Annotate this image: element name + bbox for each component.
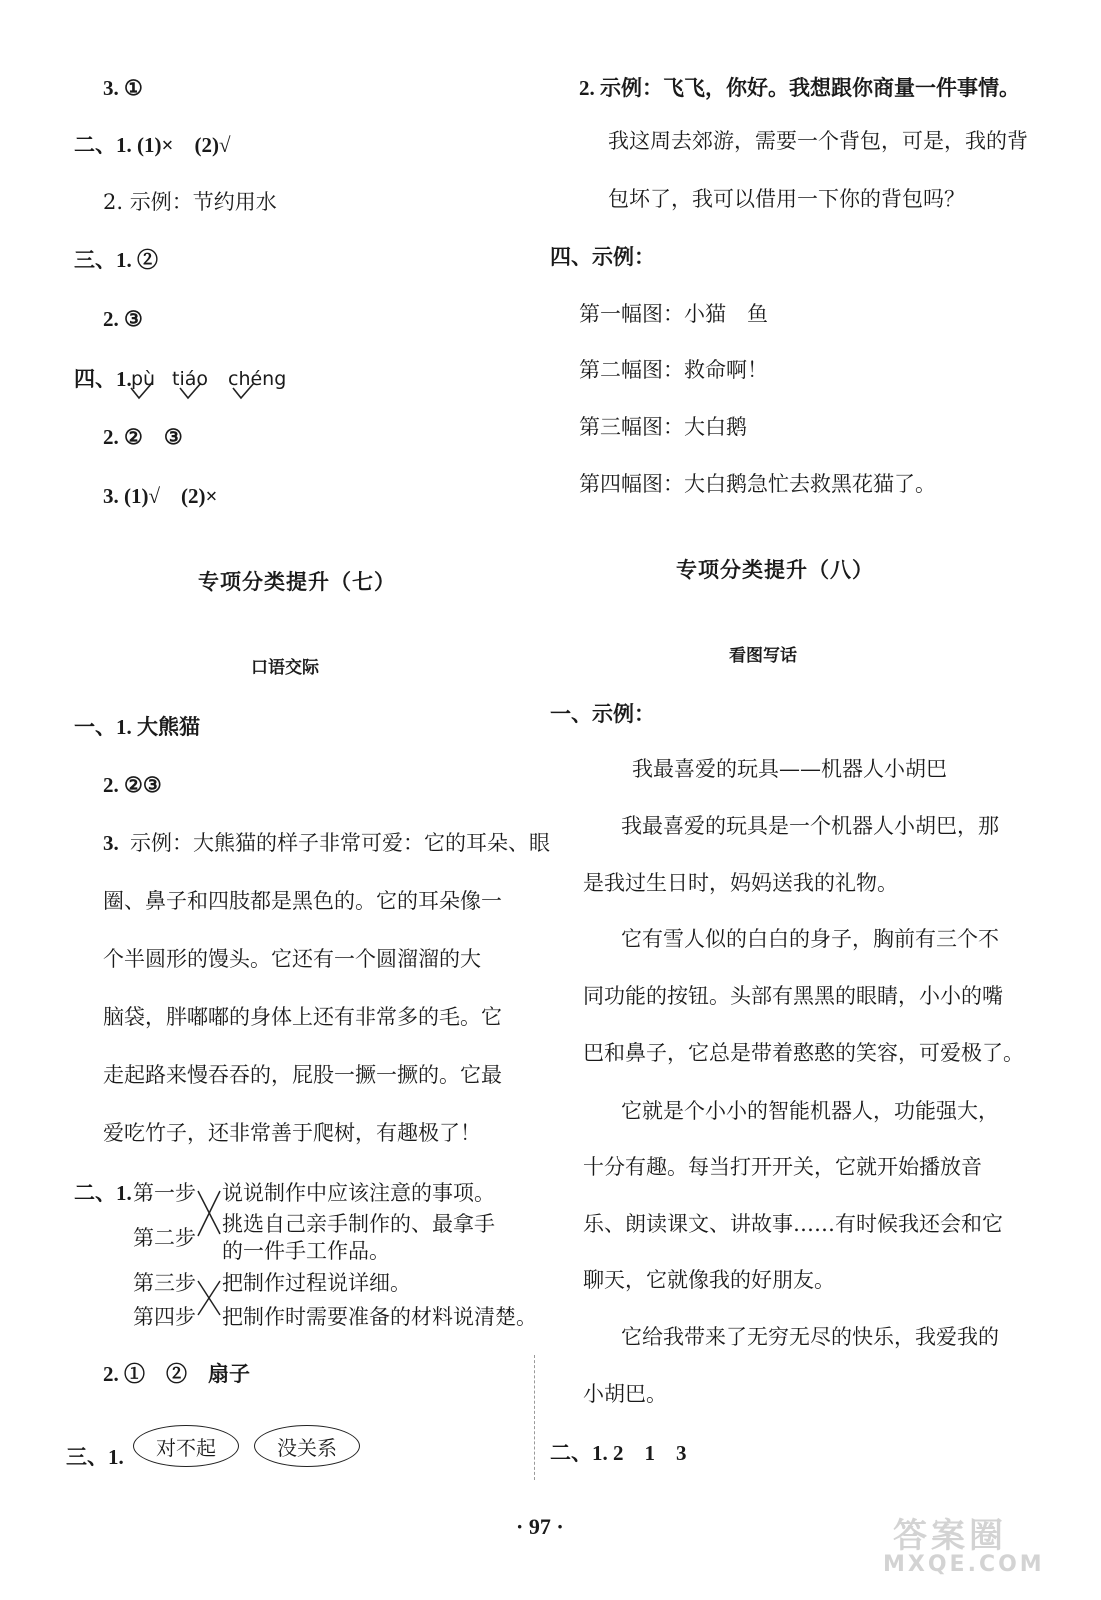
yi-3-line-2: 圈、鼻子和四肢都是黑色的。它的耳朵像一	[103, 889, 502, 913]
right-line-5: 第一幅图：小猫 鱼	[579, 302, 768, 326]
oval-answer-1	[133, 1425, 239, 1467]
essay-line-2: 是我过生日时，妈妈送我的礼物。	[583, 871, 898, 895]
yi-3-label: 3.	[103, 831, 119, 855]
step-text-4: 把制作时需要准备的材料说清楚。	[222, 1305, 537, 1329]
left-item-3: 3. ①	[103, 76, 143, 100]
essay-line-10: 它给我带来了无穷无尽的快乐，我爱我的	[621, 1325, 999, 1349]
essay-line-9: 聊天，它就像我的好朋友。	[583, 1268, 835, 1292]
oval-answer-2-text: 没关系	[277, 1435, 337, 1460]
section-title-8: 专项分类提升（八）	[676, 558, 874, 582]
essay-line-1: 我最喜爱的玩具是一个机器人小胡巴，那	[621, 814, 999, 838]
yi-3-line-6: 爱吃竹子，还非常善于爬树，有趣极了！	[103, 1121, 481, 1145]
left-item-er-1: 二、1. (1)× (2)√	[74, 133, 231, 157]
yi-3-line-1: 示例：大熊猫的样子非常可爱：它的耳朵、眼	[130, 831, 550, 855]
watermark-bottom: MXQE.COM	[883, 1552, 1045, 1577]
right-line-7: 第三幅图：大白鹅	[579, 415, 747, 439]
section-title-7: 专项分类提升（七）	[198, 570, 396, 594]
left-item-si-3: 3. (1)√ (2)×	[103, 484, 218, 508]
yi-3-line-4: 脑袋，胖嘟嘟的身体上还有非常多的毛。它	[103, 1005, 502, 1029]
column-divider	[534, 1355, 535, 1480]
essay-line-4: 同功能的按钮。头部有黑黑的眼睛，小小的嘴	[583, 984, 1003, 1008]
right-line-6: 第二幅图：救命啊！	[579, 358, 768, 382]
watermark-logo	[883, 1508, 1083, 1578]
watermark-top: 答案圈	[893, 1516, 1007, 1556]
step-text-1: 说说制作中应该注意的事项。	[222, 1181, 495, 1205]
subsection-title-writing: 看图写话	[729, 646, 797, 666]
san-1-label: 三、1.	[66, 1445, 124, 1469]
pinyin-1: pù	[131, 368, 156, 390]
left-item-san-2: 2. ③	[103, 307, 143, 331]
page-number: · 97 ·	[516, 1514, 564, 1539]
yi-1: 一、1. 大熊猫	[74, 715, 200, 739]
step-4: 第四步	[133, 1305, 196, 1329]
left-item-san-1: 三、1. ②	[74, 248, 158, 272]
oval-answer-1-text: 对不起	[156, 1435, 216, 1460]
right-line-4: 四、示例：	[550, 245, 655, 269]
right-er-1: 二、1. 2 1 3	[550, 1441, 687, 1465]
right-line-2: 我这周去郊游，需要一个背包，可是，我的背	[608, 129, 1028, 153]
pinyin-3: chéng	[228, 368, 287, 390]
essay-title: 我最喜爱的玩具——机器人小胡巴	[632, 757, 947, 781]
yi-3-line-3: 个半圆形的馒头。它还有一个圆溜溜的大	[103, 947, 481, 971]
step-1: 第一步	[133, 1181, 196, 1205]
essay-line-11: 小胡巴。	[583, 1382, 667, 1406]
left-item-er-2: 2. 示例：节约用水	[103, 190, 277, 214]
essay-line-3: 它有雪人似的白白的身子，胸前有三个不	[621, 927, 999, 951]
essay-line-6: 它就是个小小的智能机器人，功能强大，	[621, 1099, 999, 1123]
er-2: 2. ① ② 扇子	[103, 1362, 250, 1386]
right-line-8: 第四幅图：大白鹅急忙去救黑花猫了。	[579, 472, 936, 496]
essay-line-5: 巴和鼻子，它总是带着憨憨的笑容，可爱极了。	[583, 1041, 1024, 1065]
right-line-3: 包坏了，我可以借用一下你的背包吗？	[608, 187, 965, 211]
step-text-2: 挑选自己亲手制作的、最拿手	[222, 1212, 495, 1236]
step-text-2b: 的一件手工作品。	[222, 1239, 390, 1263]
right-line-1: 2. 示例：飞飞，你好。我想跟你商量一件事情。	[579, 76, 1020, 100]
left-item-si-2: 2. ② ③	[103, 425, 183, 449]
yi-3-line-5: 走起路来慢吞吞的，屁股一撅一撅的。它最	[103, 1063, 502, 1087]
yi-2: 2. ②③	[103, 773, 162, 797]
essay-line-7: 十分有趣。每当打开开关，它就开始播放音	[583, 1155, 982, 1179]
er-1-label: 二、1.	[74, 1181, 132, 1205]
left-item-si-1-label: 四、1.	[74, 367, 132, 391]
essay-line-8: 乐、朗读课文、讲故事……有时候我还会和它	[583, 1212, 1003, 1236]
step-3: 第三步	[133, 1271, 196, 1295]
essay-intro: 一、示例：	[550, 702, 655, 726]
oval-answer-2	[254, 1425, 360, 1467]
step-text-3: 把制作过程说详细。	[222, 1271, 411, 1295]
step-2: 第二步	[133, 1226, 196, 1250]
subsection-title-oral: 口语交际	[251, 658, 319, 678]
pinyin-2: tiáo	[172, 368, 208, 390]
